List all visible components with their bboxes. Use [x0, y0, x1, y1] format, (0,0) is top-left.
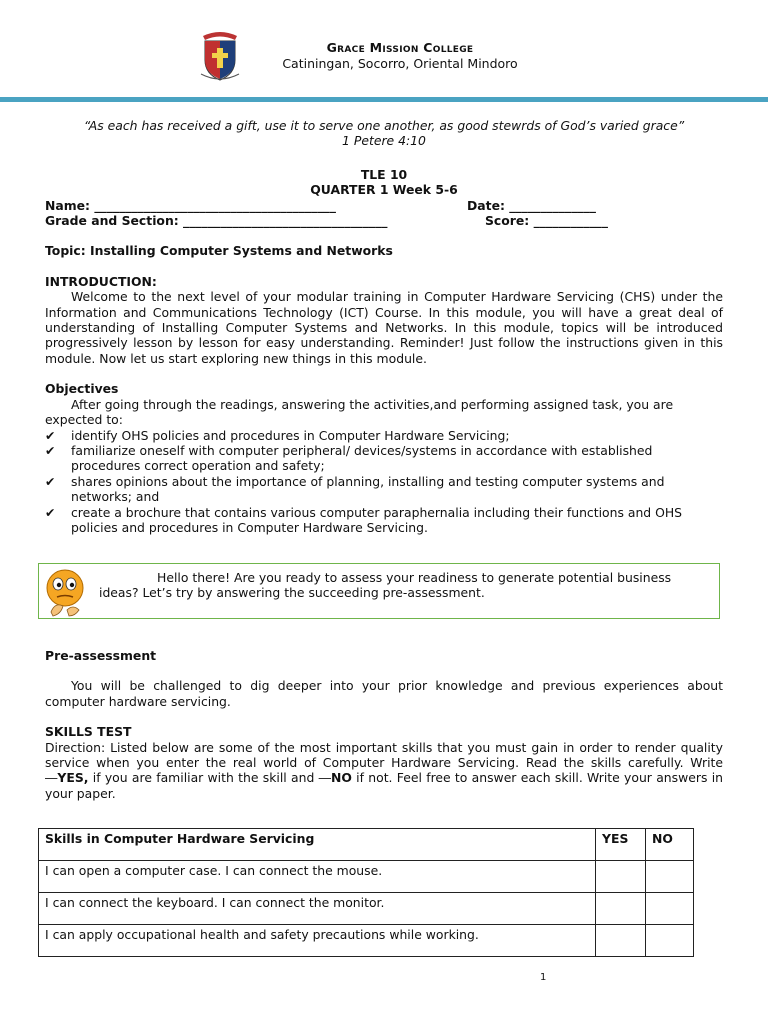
quarter-title: QUARTER 1 Week 5-6 — [310, 182, 458, 198]
yes-cell — [596, 861, 646, 893]
document-header — [0, 0, 768, 104]
checkmark-icon: ✔ — [45, 427, 56, 443]
preassessment-callout — [38, 563, 720, 619]
thinking-face-icon — [43, 566, 87, 618]
callout-text — [99, 570, 699, 601]
grade-score-row — [45, 213, 723, 228]
skills-table — [38, 828, 694, 957]
no-cell — [646, 861, 694, 893]
header-rule — [0, 97, 768, 102]
callout-body: Hello there! Are you ready to assess your readiness to generate potential business ideas? Let’s try by answering the succeeding pre-assessment. — [99, 570, 672, 601]
college-address: Catiningan, Socorro, Oriental Mindoro — [282, 56, 518, 71]
objectives-lead: After going through the readings, answering the activities,and performing assigned task, you are expected to: — [45, 396, 674, 428]
assessment-section — [45, 648, 723, 801]
bible-reference: 1 Petere 4:10 — [342, 133, 426, 149]
table-row — [39, 925, 694, 957]
skill-cell: I can connect the keyboard. I can connect the monitor. — [39, 893, 596, 925]
objectives-heading: Objectives — [45, 381, 119, 397]
name-date-row — [45, 198, 723, 213]
skills-test-heading: SKILLS TEST — [45, 724, 132, 740]
document-body — [45, 118, 723, 535]
table-header-row — [39, 829, 694, 861]
list-item: ✔ shares opinions about the importance of planning, installing and testing computer systems and networks; and — [45, 473, 665, 505]
skills-test-direction: Direction: Listed below are some of the most important skills that you must gain in order to render quality service when you enter the real world of Computer Hardware Servicing. Read the skills carefully. Write ―YES, if you are familiar with the skill and ―NO if not. Feel free to answer each skill. Write your answers in your paper. — [45, 739, 723, 801]
no-cell — [646, 925, 694, 957]
checkmark-icon: ✔ — [45, 442, 56, 458]
subject-title: TLE 10 — [360, 166, 408, 182]
checkmark-icon: ✔ — [45, 504, 56, 520]
list-item: ✔ create a brochure that contains various computer paraphernalia including their functions and OHS policies and procedures in Computer Hardware Servicing. — [45, 504, 683, 535]
introduction-body: Welcome to the next level of your modular training in Computer Hardware Servicing (CHS) under the Information and Communications Technology (ICT) Course. In this module, you will have a great deal of understanding of Installing Computer Systems and Networks. In this module, topics will be introduced progressively lesson by lesson for easy understanding. Reminder! Just follow the instructions given in this module. Now let us start exploring new things in this module. — [45, 289, 723, 366]
yes-column-header: YES — [596, 829, 646, 861]
college-name: Grace Mission College — [326, 40, 474, 55]
name-field: Name: _______________________________________ — [45, 197, 336, 213]
checkmark-icon: ✔ — [45, 473, 56, 489]
topic-heading: Topic: Installing Computer Systems and Networks — [45, 243, 393, 259]
skill-cell: I can open a computer case. I can connect the mouse. — [39, 861, 596, 893]
no-cell — [646, 893, 694, 925]
grade-section-field: Grade and Section: _________________________________ — [45, 213, 388, 229]
yes-cell — [596, 925, 646, 957]
list-item: ✔ identify OHS policies and procedures in Computer Hardware Servicing; — [45, 427, 510, 443]
list-item: ✔ familiarize oneself with computer peripheral/ devices/systems in accordance with established procedures correct operation and safety; — [45, 442, 653, 474]
date-field: Date: ______________ — [467, 197, 596, 213]
skills-column-header: Skills in Computer Hardware Servicing — [39, 829, 596, 861]
objectives-list — [45, 428, 723, 536]
yes-cell — [596, 893, 646, 925]
introduction-heading: INTRODUCTION: — [45, 273, 157, 289]
bible-quote: “As each has received a gift, use it to serve one another, as good stewrds of God’s varied grace” — [83, 118, 685, 133]
preassessment-heading: Pre-assessment — [45, 648, 157, 663]
page-number: 1 — [540, 972, 547, 983]
table-row — [39, 861, 694, 893]
skill-cell: I can apply occupational health and safety precautions while working. — [39, 925, 596, 957]
score-field: Score: ____________ — [485, 213, 608, 229]
preassessment-body: You will be challenged to dig deeper into your prior knowledge and previous experiences about computer hardware servicing. — [45, 678, 723, 709]
table-row — [39, 893, 694, 925]
no-column-header: NO — [646, 829, 694, 861]
